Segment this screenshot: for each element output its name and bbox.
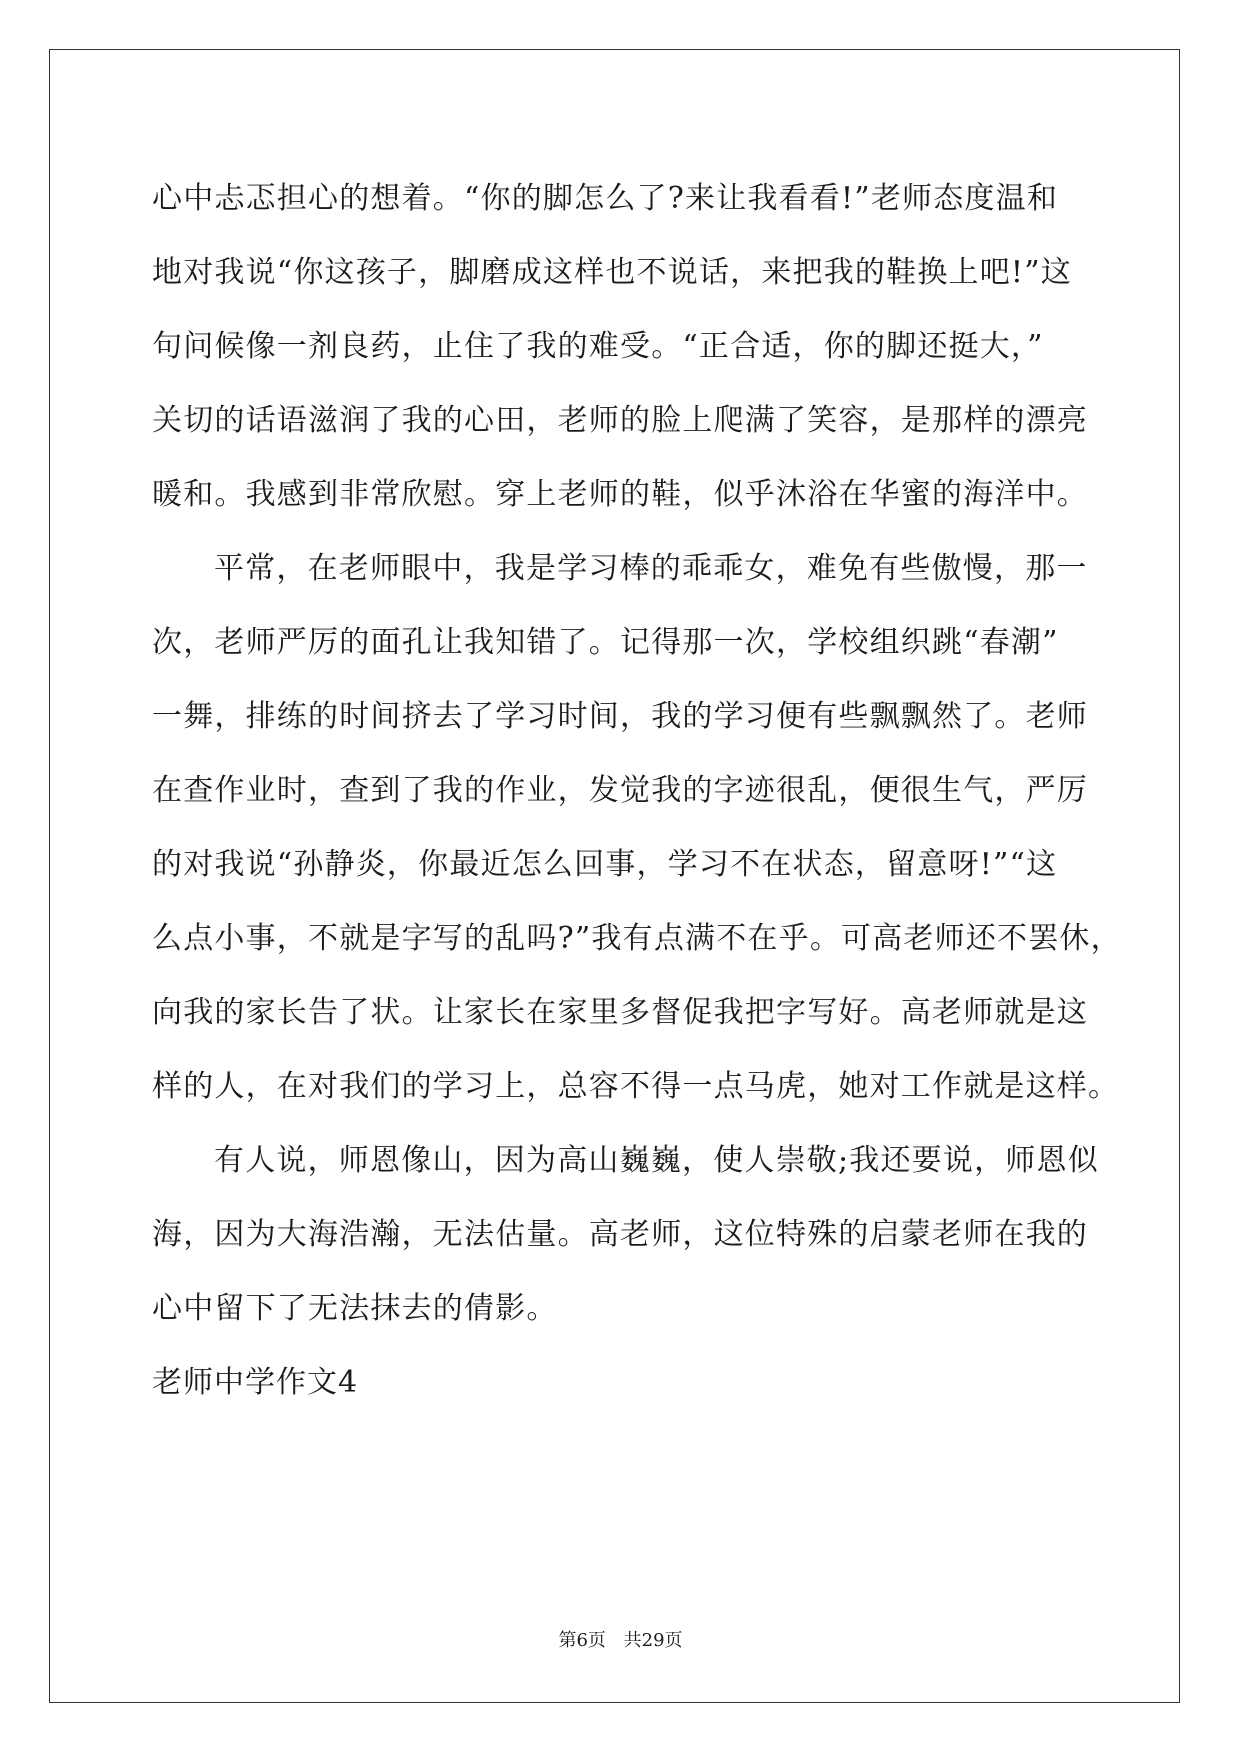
section-heading: 老师中学作文4 [152, 1365, 359, 1400]
text-line: 关切的话语滋润了我的心田，老师的脸上爬满了笑容，是那样的漂亮 [152, 403, 1088, 438]
page-number-current: 第6页 [558, 1630, 606, 1651]
text-line: 心中忐忑担心的想着。“你的脚怎么了?来让我看看!”老师态度温和 [152, 181, 1059, 216]
document-body [152, 162, 1122, 1420]
text-line: 有人说，师恩像山，因为高山巍巍，使人崇敬;我还要说，师恩似 [214, 1143, 1099, 1178]
text-line: 海，因为大海浩瀚，无法估量。高老师，这位特殊的启蒙老师在我的 [152, 1217, 1088, 1252]
text-line: 暖和。我感到非常欣慰。穿上老师的鞋，似乎沐浴在华蜜的海洋中。 [152, 477, 1088, 512]
paragraph-1 [152, 162, 1088, 532]
text-line: 样的人，在对我们的学习上，总容不得一点马虎，她对工作就是这样。 [152, 1069, 1120, 1104]
text-line: 平常，在老师眼中，我是学习棒的乖乖女，难免有些傲慢，那一 [214, 551, 1088, 586]
text-line: 么点小事，不就是字写的乱吗?”我有点满不在乎。可高老师还不罢休， [152, 921, 1122, 956]
text-line: 在查作业时，查到了我的作业，发觉我的字迹很乱，便很生气，严厉 [152, 773, 1088, 808]
text-line: 次，老师严厉的面孔让我知错了。记得那一次，学校组织跳“春潮” [152, 625, 1059, 660]
paragraph-3 [152, 1124, 1099, 1346]
page-number-total: 共29页 [623, 1630, 683, 1651]
text-line: 句问候像一剂良药，止住了我的难受。“正合适，你的脚还挺大，” [152, 329, 1044, 364]
text-line: 心中留下了无法抹去的倩影。 [152, 1291, 558, 1326]
paragraph-2 [152, 532, 1122, 1124]
page-footer [0, 1626, 1241, 1652]
text-line: 的对我说“孙静炎，你最近怎么回事，学习不在状态，留意呀!”“这 [152, 847, 1058, 882]
text-line: 一舞，排练的时间挤去了学习时间，我的学习便有些飘飘然了。老师 [152, 699, 1088, 734]
text-line: 地对我说“你这孩子，脚磨成这样也不说话，来把我的鞋换上吧!”这 [152, 255, 1072, 290]
text-line: 向我的家长告了状。让家长在家里多督促我把字写好。高老师就是这 [152, 995, 1088, 1030]
